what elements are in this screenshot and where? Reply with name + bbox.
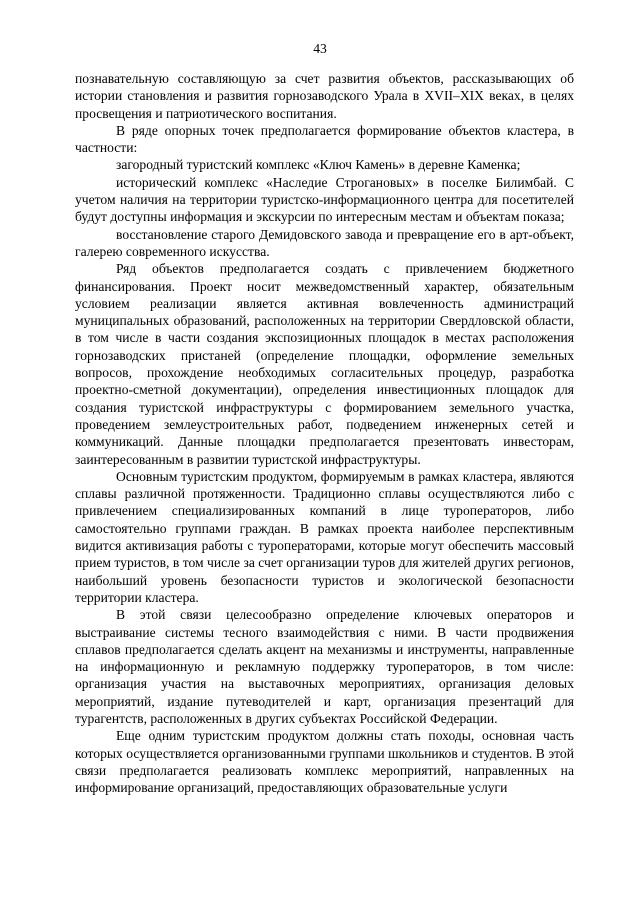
paragraph: Ряд объектов предполагается создать с привлечением бюджетного финансирования. Проект носит межведомственный характер, обязательным условием реализации является активная вовлеченность администраций муниципальных образований, расположенных на территории Свердловской области, в том числе в части создания экспозиционных площадок в местах расположения горнозаводских пристаней (определение площадки, оформление земельных вопросов, прохождение необходимых согласительных процедур, разработка проектно-сметной документации), определения инвестиционных площадок для создания туристской инфраструктуры с формированием земельного участка, проведением землеустроительных работ, подведением инженерных сетей и коммуникаций. Данные площадки предполагается презентовать инвесторам, заинтересованным в развитии туристской инфраструктуры. <box>75 261 574 467</box>
body-text <box>75 70 574 796</box>
paragraph: В этой связи целесообразно определение ключевых операторов и выстраивание системы тесного взаимодействия с ними. В части продвижения сплавов предполагается сделать акцент на механизмы и инструменты, направленные на информационную и рекламную поддержку туроператоров, в том числе: организация участия на выставочных мероприятиях, организация деловых мероприятий, издание путеводителей и карт, организация презентаций для турагентств, расположенных в других субъектах Российской Федерации. <box>75 607 574 726</box>
paragraph: Еще одним туристским продуктом должны стать походы, основная часть которых осуществляется организованными группами школьников и студентов. В этой связи предполагается реализовать комплекс мероприятий, направленных на информирование организаций, предоставляющих образовательные услуги <box>75 728 574 796</box>
page-number: 43 <box>313 41 327 56</box>
paragraph: В ряде опорных точек предполагается формирование объектов кластера, в частности: <box>75 122 574 156</box>
paragraph: Основным туристским продуктом, формируемым в рамках кластера, являются сплавы различной протяженности. Традиционно сплавы осуществляются либо с привлечением специализированных компаний в лице туроператоров, либо самостоятельно группами граждан. В рамках проекта наиболее перспективным видится активизация работы с туроператорами, которые могут обеспечить массовый прием туристов, в том числе за счет организации туров для жителей других регионов, наибольший уровень безопасности туристов и экологической безопасности территории кластера. <box>75 468 574 605</box>
list-item: исторический комплекс «Наследие Строгановых» в поселке Билимбай. С учетом наличия на территории туристско-информационного центра для посетителей будут доступны информация и экскурсии по интересным местам и объектам показа; <box>75 174 574 225</box>
list-item: загородный туристский комплекс «Ключ Камень» в деревне Каменка; <box>116 157 521 173</box>
list-item: восстановление старого Демидовского завода и превращение его в арт-объект, галерею современного искусства. <box>75 226 574 259</box>
paragraph: познавательную составляющую за счет развития объектов, рассказывающих об истории становления и развития горнозаводского Урала в XVII–XIX веках, в целях просвещения и патриотического воспитания. <box>75 71 574 121</box>
